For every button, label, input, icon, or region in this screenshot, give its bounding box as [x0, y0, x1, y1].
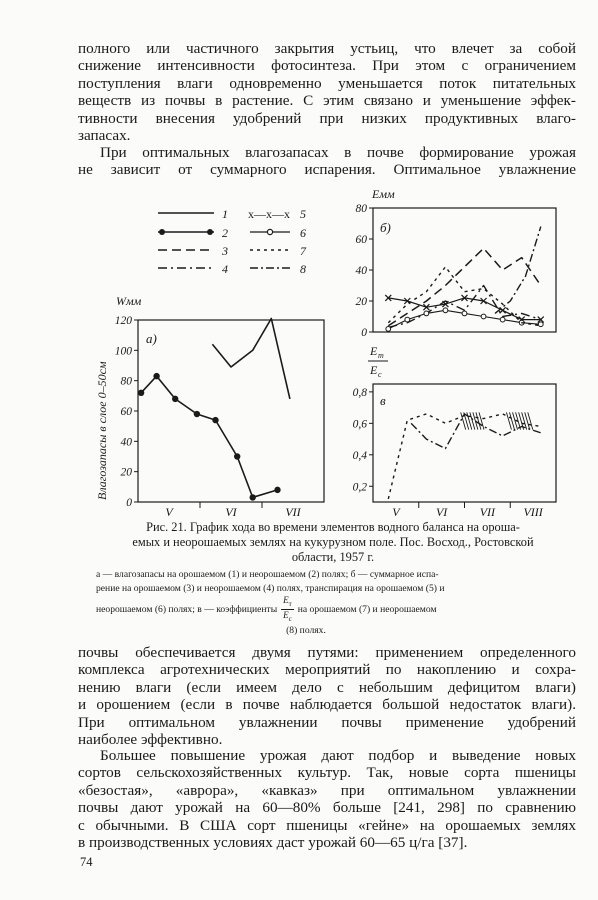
- x-tick-label: VI: [435, 505, 448, 519]
- text-line: не зависит от суммарного испарения. Оптимальное увлажнение: [78, 161, 576, 179]
- data-point: [443, 308, 448, 313]
- y-tick-label: 0,6: [352, 418, 367, 431]
- panel-c-chart: [353, 344, 556, 519]
- figure-legend-text: [96, 568, 576, 637]
- legend-label: 8: [300, 262, 306, 276]
- series-line-4: [388, 286, 541, 328]
- data-point: [424, 311, 429, 316]
- data-point: [500, 317, 505, 322]
- panel-c-frame: [373, 384, 556, 502]
- y-tick-label: 60: [120, 406, 132, 418]
- panel-b-chart: [356, 187, 557, 339]
- page-number: 74: [80, 855, 93, 869]
- frac-num-sub: т: [288, 599, 292, 608]
- text-line: «безостая», «аврора», «кавказ» при оптимальном увлажнении: [78, 781, 576, 799]
- panel-b-unit: Eмм: [372, 187, 395, 201]
- legend-text-line: [96, 595, 576, 624]
- panel-c-unit-num-sub: т: [378, 351, 384, 360]
- paragraph-3: [78, 644, 576, 748]
- frac-den: E: [283, 609, 289, 620]
- text-line: комплекса агротехнических мероприятий по накоплению и сохра-: [78, 661, 576, 679]
- series-line-7: [388, 267, 541, 326]
- legend-marker-5: x—x—x: [248, 207, 290, 221]
- x-tick-label: V: [165, 505, 173, 519]
- panel-b-label: б): [380, 220, 391, 235]
- text-line: снижение интенсивности фотосинтеза. При этом с ограничением: [78, 57, 576, 75]
- figure-caption: [98, 520, 568, 565]
- text-line: веществ из почвы в растение. С этим связано и уменьшение эффек-: [78, 92, 576, 110]
- series-line-8: [495, 227, 541, 314]
- data-point: [481, 314, 486, 319]
- text-line: поступления влаги одновременно уменьшается поток питательных: [78, 74, 576, 92]
- y-tick-label: 40: [120, 436, 132, 449]
- x-tick-label: VII: [285, 505, 301, 519]
- data-point: [212, 417, 218, 423]
- series-line-8: [411, 414, 541, 449]
- text-line: почвы дают урожай на 60—80% больше [241, 298] по сравнению: [78, 799, 576, 817]
- y-tick-label: 20: [355, 296, 367, 308]
- y-tick-label: 0,8: [352, 386, 367, 399]
- frac-den-sub: с: [288, 614, 292, 623]
- text-line: полного или частичного закрытия устьиц, что влечет за собой: [78, 40, 576, 57]
- figure-legend: [158, 207, 307, 276]
- legend-text-line: а — влагозапасы на орошаемом (1) и неорошаемом (2) полях; б — суммарное испа-: [96, 569, 439, 580]
- panel-c-label: в: [380, 393, 386, 408]
- data-point: [153, 373, 159, 379]
- series-line-5: [388, 298, 541, 320]
- text-line: сортов сельскохозяйственных культур. Так, новые сорта пшеницы: [78, 764, 576, 782]
- y-tick-label: 0,4: [352, 449, 367, 462]
- data-point: [194, 411, 200, 417]
- legend-label: 2: [222, 226, 228, 240]
- y-tick-label: 120: [114, 315, 132, 327]
- y-tick-label: 0,2: [352, 481, 367, 494]
- fraction: [281, 595, 294, 624]
- y-tick-label: 80: [120, 375, 132, 388]
- legend-label: 6: [300, 226, 306, 240]
- y-tick-label: 40: [355, 265, 367, 277]
- text-line: нению влаги (если имеем дело с небольшим дефицитом влаги): [78, 678, 576, 696]
- data-point: [386, 327, 391, 332]
- panel-a-chart: [95, 294, 324, 519]
- y-tick-label: 80: [355, 203, 367, 215]
- paragraph-4: [78, 747, 576, 851]
- x-tick-label: V: [392, 505, 400, 519]
- legend-label: 5: [300, 207, 306, 221]
- data-point: [234, 453, 240, 459]
- legend-text-fragment: на орошаемом (7) и неорошаемом: [297, 603, 437, 615]
- frac-num: E: [283, 595, 289, 605]
- x-tick-label: VII: [479, 505, 496, 519]
- y-tick-label: 0: [126, 497, 132, 509]
- data-point: [405, 317, 410, 322]
- text-line: с обычными. В США сорт пшеницы «гейне» на орошаемых землях: [78, 816, 576, 834]
- data-point: [172, 396, 178, 402]
- panel-a-ylabel: Влагозапасы в слое 0–50см: [95, 361, 109, 500]
- series-line-1: [212, 319, 290, 399]
- legend-label: 7: [300, 244, 306, 258]
- data-point: [462, 311, 467, 316]
- panel-c-unit-den: E: [370, 363, 378, 377]
- y-tick-label: 60: [355, 234, 367, 246]
- legend-text-fragment: неорошаемом (6) полях; в — коэффициенты: [96, 603, 278, 615]
- legend-label: 4: [222, 262, 228, 276]
- panel-a-label: а): [146, 331, 157, 346]
- text-line: наиболее эффективно.: [78, 731, 223, 749]
- panel-a-unit: Wмм: [116, 294, 142, 308]
- x-tick-label: VIII: [523, 505, 543, 519]
- text-line: При оптимальных влагозапасах в почве формирование урожая: [100, 144, 576, 161]
- data-point: [274, 487, 280, 493]
- y-tick-label: 0: [361, 327, 367, 339]
- x-tick-label: VI: [225, 505, 237, 519]
- series-line-2: [141, 376, 277, 497]
- legend-text-line: рение на орошаемом (3) и неорошаемом (4) полях, транспирация на орошаемом (5) и: [96, 582, 445, 594]
- panel-a-frame: [138, 320, 324, 502]
- text-line: При оптимальном увлажнении почвы применение удобрений: [78, 713, 576, 731]
- legend-label: 3: [222, 244, 228, 258]
- y-tick-label: 20: [120, 466, 132, 479]
- text-line: запасах.: [78, 127, 131, 145]
- panel-c-unit-den-sub: с: [378, 370, 382, 379]
- text-line: и орошением (если в почве наблюдается большой недостаток влаги).: [78, 696, 576, 714]
- caption-line: Рис. 21. График хода во времени элементов водного баланса на ороша-: [146, 520, 520, 534]
- data-point: [138, 390, 144, 396]
- legend-label: 1: [222, 207, 228, 221]
- text-line: в производственных условиях даст урожай 60—65 ц/га [37].: [78, 834, 468, 852]
- caption-line: емых и неорошаемых землях на кукурузном поле. Пос. Восход., Ростовской: [132, 535, 534, 549]
- y-tick-label: 100: [114, 345, 132, 358]
- legend-text-line: (8) полях.: [286, 624, 326, 636]
- text-line: Большее повышение урожая дают подбор и выведение новых: [100, 747, 576, 764]
- data-point: [250, 494, 256, 500]
- caption-line: области, 1957 г.: [291, 550, 375, 564]
- text-line: тивности внесения удобрений при низких продуктивных влаго-: [78, 109, 576, 127]
- data-point: [538, 322, 543, 327]
- text-line: почвы обеспечивается двумя путями: применением определенного: [78, 644, 576, 661]
- panel-c-unit-num: E: [370, 344, 378, 358]
